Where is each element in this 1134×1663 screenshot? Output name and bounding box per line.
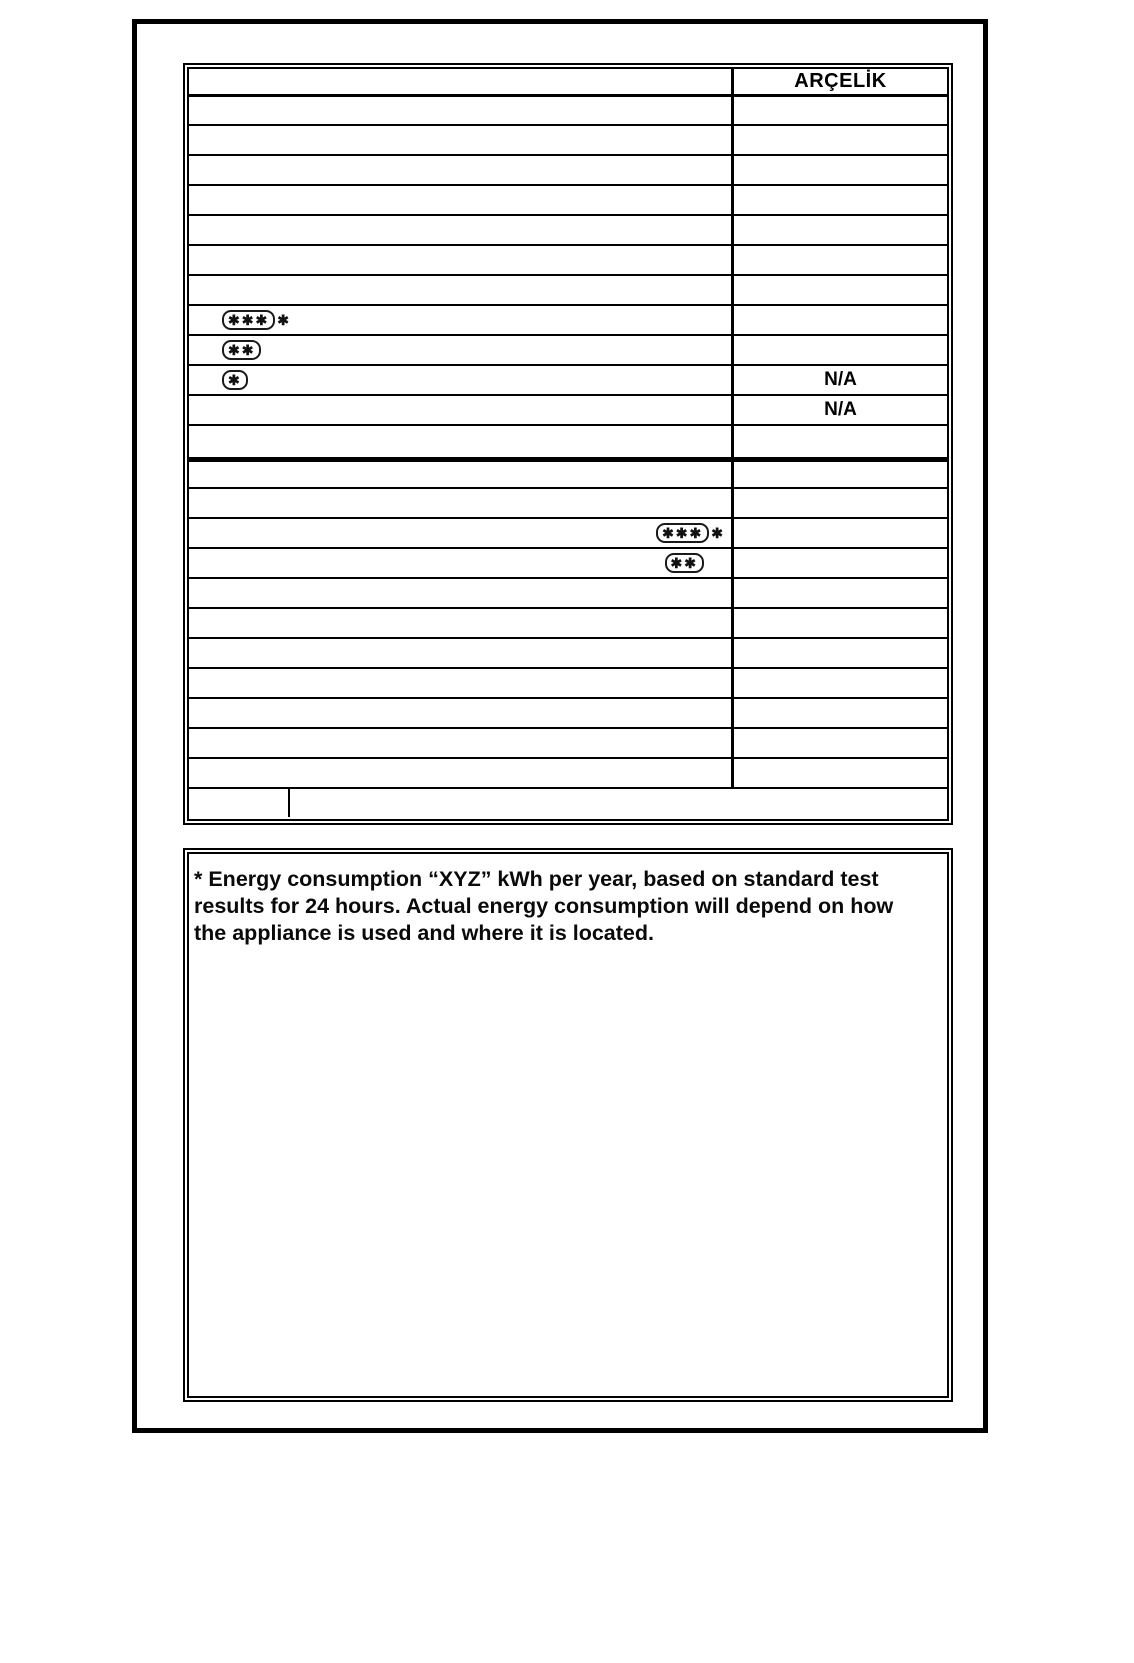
value-cell [734, 426, 947, 457]
footer-left-cell [189, 789, 290, 817]
freezer-star-box: ✱✱ [665, 553, 704, 573]
value-cell [734, 759, 947, 787]
value-cell [734, 156, 947, 184]
footnote-line: the appliance is used and where it is located. [194, 921, 654, 945]
table-row [189, 124, 947, 154]
header-feature-cell [189, 69, 734, 94]
feature-cell [189, 336, 734, 364]
table-row [189, 697, 947, 727]
freezer-4-star-icon [222, 310, 289, 330]
value-cell [734, 669, 947, 697]
table-row [189, 487, 947, 517]
feature-cell [189, 306, 734, 334]
na-value: N/A [824, 399, 857, 420]
footnote-box [183, 848, 953, 1402]
value-cell [734, 519, 947, 547]
footnote-line: * Energy consumption “XYZ” kWh per year, based on standard test [194, 867, 879, 891]
footnote-text [189, 854, 947, 947]
value-cell [734, 609, 947, 637]
value-cell-na [734, 366, 947, 394]
feature-cell [189, 759, 734, 787]
brand-name: ARÇELİK [794, 70, 887, 92]
freezer-2-star-icon [665, 553, 704, 573]
table-row [189, 727, 947, 757]
value-cell [734, 462, 947, 487]
freezer-star-box: ✱✱✱ [656, 523, 709, 543]
value-cell [734, 549, 947, 577]
table-row-4-star [189, 304, 947, 334]
value-cell [734, 489, 947, 517]
table-row [189, 757, 947, 787]
table-row [189, 667, 947, 697]
table-header-row [189, 69, 947, 94]
page-border [132, 19, 988, 1433]
value-cell [734, 306, 947, 334]
value-cell [734, 246, 947, 274]
value-cell [734, 97, 947, 124]
value-cell [734, 216, 947, 244]
value-cell [734, 336, 947, 364]
feature-cell [189, 699, 734, 727]
feature-cell [189, 639, 734, 667]
table-row-1-star [189, 364, 947, 394]
feature-cell [189, 246, 734, 274]
feature-cell [189, 126, 734, 154]
table-row [189, 607, 947, 637]
table-row-4-star-right [189, 517, 947, 547]
feature-cell [189, 396, 734, 424]
value-cell [734, 699, 947, 727]
brand-cell [734, 69, 947, 94]
freezer-star-box: ✱✱✱ [222, 310, 275, 330]
table-row [189, 244, 947, 274]
feature-cell [189, 156, 734, 184]
feature-cell [189, 519, 734, 547]
footnote-line: results for 24 hours. Actual energy consumption will depend on how [194, 894, 894, 918]
table-row [189, 424, 947, 457]
section-start-row [189, 457, 947, 487]
value-cell [734, 276, 947, 304]
na-value: N/A [824, 369, 857, 390]
feature-cell [189, 276, 734, 304]
feature-cell [189, 462, 734, 487]
table-row [189, 184, 947, 214]
table-row [189, 577, 947, 607]
table-row-2-star [189, 334, 947, 364]
value-cell [734, 186, 947, 214]
spec-table-frame [187, 67, 949, 821]
feature-cell [189, 216, 734, 244]
freezer-4-star-icon [656, 523, 723, 543]
feature-cell [189, 729, 734, 757]
feature-cell [189, 366, 734, 394]
table-row [189, 214, 947, 244]
value-cell [734, 579, 947, 607]
table-footer-row [189, 787, 947, 817]
feature-cell [189, 426, 734, 457]
value-cell-na [734, 396, 947, 424]
table-row [189, 94, 947, 124]
footer-right-cell [290, 789, 947, 817]
spec-table [183, 63, 953, 825]
footnote-frame [187, 852, 949, 1398]
feature-cell [189, 97, 734, 124]
value-cell [734, 126, 947, 154]
table-row-na [189, 394, 947, 424]
freezer-star-box: ✱ [222, 370, 248, 390]
value-cell [734, 639, 947, 667]
feature-cell [189, 549, 734, 577]
feature-cell [189, 186, 734, 214]
table-row [189, 637, 947, 667]
feature-cell [189, 609, 734, 637]
freezer-2-star-icon [222, 340, 261, 360]
freezer-extra-star: ✱ [277, 312, 289, 328]
table-row [189, 274, 947, 304]
freezer-1-star-icon [222, 370, 248, 390]
feature-cell [189, 669, 734, 697]
table-row-2-star-right [189, 547, 947, 577]
freezer-extra-star: ✱ [711, 525, 723, 541]
table-row [189, 154, 947, 184]
value-cell [734, 729, 947, 757]
feature-cell [189, 489, 734, 517]
feature-cell [189, 579, 734, 607]
freezer-star-box: ✱✱ [222, 340, 261, 360]
